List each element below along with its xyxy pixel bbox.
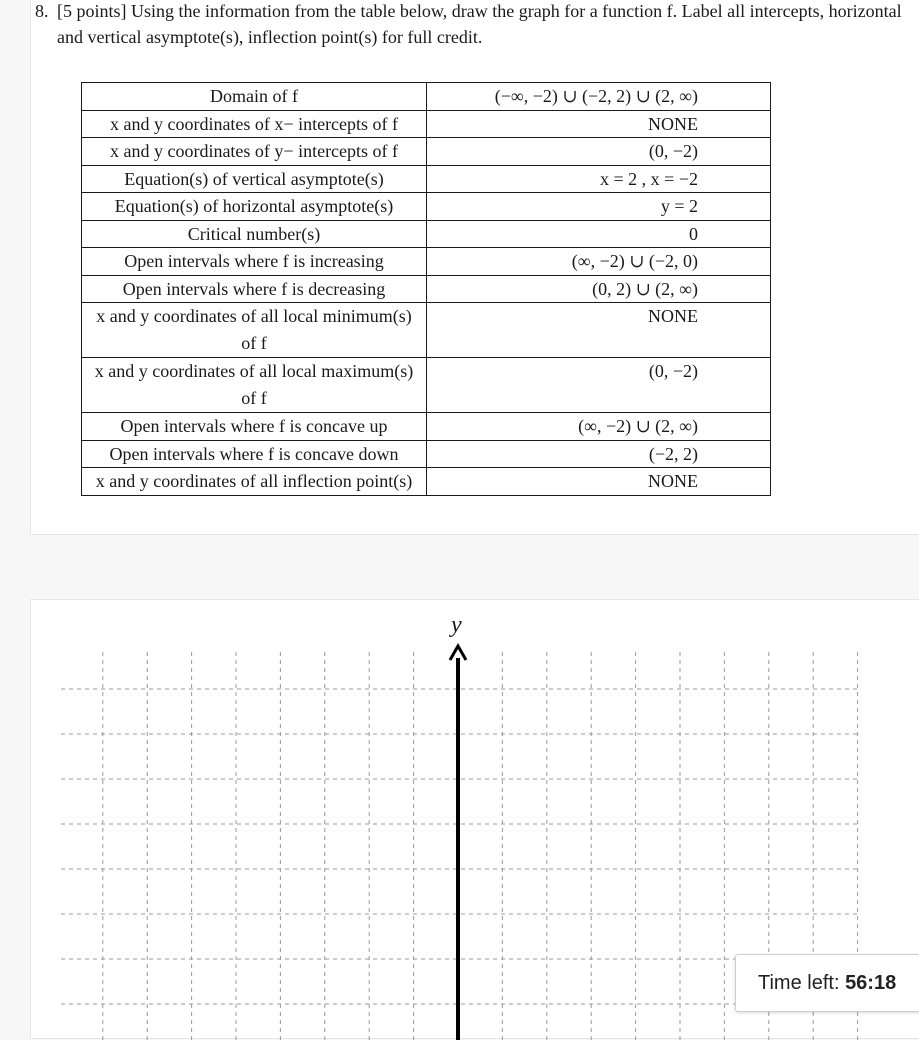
timer-widget (735, 954, 919, 1012)
property-value: (−∞, −2) ∪ (−2, 2) ∪ (2, ∞) (427, 83, 771, 111)
table-row (82, 138, 771, 166)
table-row (82, 413, 771, 441)
property-label: Open intervals where f is concave up (82, 413, 427, 441)
property-value: (0, −2) (427, 138, 771, 166)
table-row (82, 110, 771, 138)
table-row (82, 440, 771, 468)
property-value: (0, −2) (427, 358, 771, 413)
table-row (82, 275, 771, 303)
table-row (82, 165, 771, 193)
timer-value: 56:18 (845, 972, 897, 994)
property-value: (∞, −2) ∪ (−2, 0) (427, 248, 771, 276)
property-value: NONE (427, 303, 771, 358)
property-value: x = 2 , x = −2 (427, 165, 771, 193)
y-axis-arrow-icon (450, 646, 466, 660)
property-label: Open intervals where f is decreasing (82, 275, 427, 303)
property-value: (−2, 2) (427, 440, 771, 468)
property-label: Open intervals where f is increasing (82, 248, 427, 276)
question-card (30, 0, 919, 535)
property-label: Open intervals where f is concave down (82, 440, 427, 468)
property-label: Equation(s) of horizontal asymptote(s) (82, 193, 427, 221)
timer-label: Time left: (758, 972, 840, 994)
table-row (82, 303, 771, 358)
property-label: x and y coordinates of y− intercepts of f (82, 138, 427, 166)
property-label: x and y coordinates of all local maximum(s) of f (82, 358, 427, 413)
property-label: x and y coordinates of all local minimum(s) of f (82, 303, 427, 358)
property-value: NONE (427, 110, 771, 138)
table-row (82, 193, 771, 221)
table-row (82, 248, 771, 276)
property-value: (∞, −2) ∪ (2, ∞) (427, 413, 771, 441)
property-label: x and y coordinates of x− intercepts of f (82, 110, 427, 138)
property-label: Equation(s) of vertical asymptote(s) (82, 165, 427, 193)
table-row (82, 468, 771, 496)
table-row (82, 83, 771, 111)
property-value: y = 2 (427, 193, 771, 221)
property-label: Critical number(s) (82, 220, 427, 248)
question-prompt: [5 points] Using the information from the table below, draw the graph for a function f. Label all intercepts, horizontal and vertical asymptote(s), inflection point(s) for full credit. (57, 1, 902, 47)
question-text-block (35, 0, 917, 50)
table-row (82, 220, 771, 248)
property-label: x and y coordinates of all inflection point(s) (82, 468, 427, 496)
property-value: 0 (427, 220, 771, 248)
question-number: 8. (35, 1, 49, 21)
property-value: NONE (427, 468, 771, 496)
function-properties-table (81, 82, 771, 496)
table-row (82, 358, 771, 413)
property-label: Domain of f (82, 83, 427, 111)
property-value: (0, 2) ∪ (2, ∞) (427, 275, 771, 303)
y-axis-label: y (451, 612, 462, 638)
